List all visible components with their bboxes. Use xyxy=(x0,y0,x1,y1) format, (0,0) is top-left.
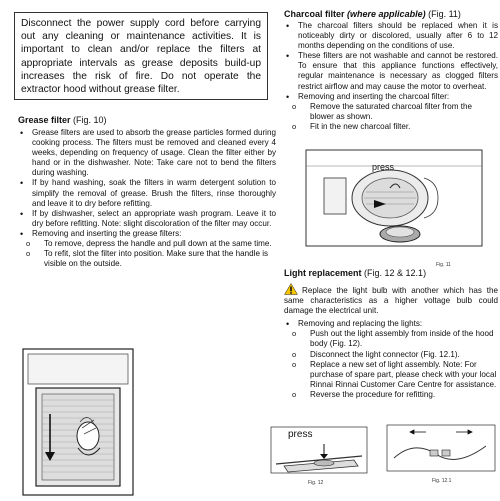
light-replacement-title: Light replacement xyxy=(284,268,362,278)
charcoal-filter-sublist xyxy=(284,102,498,132)
list-item: o Reverse the procedure for refitting. xyxy=(284,390,498,400)
charcoal-filter-fig-ref: (Fig. 11) xyxy=(428,9,461,19)
grease-filter-title: Grease filter xyxy=(18,115,71,125)
list-item: • Grease filters are used to absorb the grease particles formed during cooking process. The filters must be removed and cleaned every 4 weeks, depending on frequency of usage. Clean the filter either by hand or in the dishwasher. Note: Take care not to bend the filters during washing. xyxy=(18,128,276,178)
list-item: • These filters are not washable and cannot be restored. To ensure that this appliance functions effectively, regular maintenance is necessary as clogged filters restrict airflow and may cause the motor to overheat. xyxy=(284,51,498,91)
light-replacement-list xyxy=(284,319,498,329)
fig-11-caption: Fig. 11 xyxy=(436,262,451,268)
hood-filter-drawing xyxy=(22,348,134,496)
grease-filter-illustration xyxy=(22,348,134,496)
list-item: o Fit in the new charcoal filter. xyxy=(284,122,498,132)
grease-filter-list xyxy=(18,128,276,239)
list-item: • Removing and inserting the grease filters: xyxy=(18,229,276,239)
light-replacement-sublist xyxy=(284,329,498,400)
list-item: o Push out the light assembly from inside of the hood body (Fig. 12). xyxy=(284,329,498,349)
fig-12-1-caption: Fig. 12.1 xyxy=(432,478,452,484)
connector-drawing xyxy=(386,424,496,474)
charcoal-filter-qualifier: (where applicable) xyxy=(347,9,426,19)
list-item: o To refit, slot the filter into position. Make sure that the handle is visible on the outside. xyxy=(18,249,276,269)
light-warning xyxy=(284,283,498,316)
list-item: o Disconnect the light connector (Fig. 12.1). xyxy=(284,350,498,360)
list-item: • If by dishwasher, select an appropriate wash program. Leave it to dry before refitting. Note: slight discoloration of the filter may occur. xyxy=(18,209,276,229)
list-item: o To remove, depress the handle and pull down at the same time. xyxy=(18,239,276,249)
list-item: • The charcoal filters should be replaced when it is noticeably dirty or discolored, usually after 6 to 12 months depending on the conditions of use. xyxy=(284,21,498,51)
light-replacement-fig-ref: (Fig. 12 & 12.1) xyxy=(364,268,427,278)
press-label: press xyxy=(288,429,313,440)
safety-warning-text: Disconnect the power supply cord before carrying out any cleaning or maintenance activities. It is important to clean and/or replace the filters at appropriate intervals as grease deposits build-up increases the risk of fire. Do not operate the extractor hood without grease filter. xyxy=(21,18,261,96)
charcoal-filter-heading xyxy=(284,9,498,19)
charcoal-filter-section xyxy=(284,9,498,132)
safety-warning-box xyxy=(14,12,268,100)
grease-filter-sublist xyxy=(18,239,276,269)
list-item: • Removing and inserting the charcoal filter: xyxy=(284,92,498,102)
charcoal-filter-list xyxy=(284,21,498,102)
warning-triangle-icon xyxy=(284,283,298,295)
list-item: o Remove the saturated charcoal filter from the blower as shown. xyxy=(284,102,498,122)
grease-filter-heading xyxy=(18,115,276,125)
light-replacement-section xyxy=(284,268,498,400)
light-replacement-heading xyxy=(284,268,498,278)
press-label: press xyxy=(372,162,395,172)
list-item: o Replace a new set of light assembly. Note: For purchase of spare part, please check with your local Rinnai Rinnai Customer Care Centre for assistance. xyxy=(284,360,498,390)
grease-filter-section xyxy=(18,115,276,269)
charcoal-filter-illustration xyxy=(304,148,484,258)
grease-filter-fig-ref: (Fig. 10) xyxy=(73,115,107,125)
light-assembly-drawing xyxy=(270,426,368,476)
fig-12-caption: Fig. 12 xyxy=(308,480,324,486)
list-item: • If by hand washing, soak the filters in warm detergent solution to simplify the removal of grease. Brush the filters, rinse thoroughly and leave it to dry before refitting. xyxy=(18,178,276,208)
light-push-illustration xyxy=(270,426,368,476)
charcoal-filter-title: Charcoal filter xyxy=(284,9,345,19)
light-connector-illustration xyxy=(386,424,496,474)
list-item: • Removing and replacing the lights: xyxy=(284,319,498,329)
light-warning-text: Replace the light bulb with another which has the same characteristics as a higher voltage bulb could damage the electrical unit. xyxy=(284,286,498,316)
